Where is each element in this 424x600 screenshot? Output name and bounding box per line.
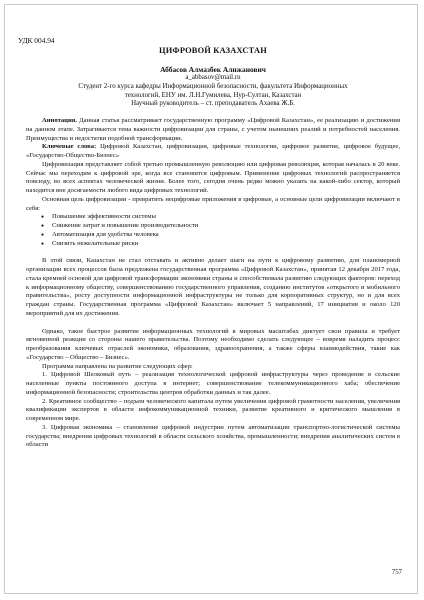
document-page xyxy=(26,34,400,450)
author-affiliation-line-1: Студент 2-го курса кафедры Информационной безопасности, факультета Информационных xyxy=(78,82,348,90)
abstract-paragraph xyxy=(26,117,400,143)
page-number: 757 xyxy=(391,569,402,576)
paragraph-1: Цифровизация представляет собой третью промышленную революцию или цифровая революция, которая началась в 20 веке. Сейчас мы переходим к цифровой эре, когда все становится цифровым. Применение цифровых технологий распространяется повсюду, во всех аспектах человеческой жизни. Более того, сегодня очень редко можно указать на какой-либо сектор, который находится вне досягаемости любого вида цифровых технологий. xyxy=(26,160,400,195)
article-body xyxy=(26,117,400,450)
paragraph-3: В этой связи, Казахстан не стал отставать и активно делает шаги на пути к цифровому развитию, для планомерной организации всех процессов была предложена государственная программа «Цифровой Казахстан», принятая 12 декабря 2017 года, стала кремней основой для цифровой трансформации экономики страны и способствовала развитию следующих факторов: переход к информационному обществу, совершенствованию государственного управления, созданию институтов «открытого и мобильного правительства», росту доступности информационной инфраструктуры не только для корпоративных структур, но и для всех граждан страны. Государственная программа «Цифровой Казахстан» включает 5 направлений, 17 инициатив и около 120 мероприятий для их достижения. xyxy=(26,257,400,317)
paragraph-2: Основная цель цифровизации - превратить нецифровые приложения в цифровые, а основные цели цифровизации включают в себя: xyxy=(26,195,400,212)
keywords-text: Цифровой Казахстан, цифровизация, цифровые технологии, цифровое развитие, цифровое будущее, «Государство-Общество-Бизнес» xyxy=(26,143,400,160)
paragraph-7: 2. Креативное сообщество – подъем человеческого капитала путем увеличения цифровой грамотности населения, увеличения квалификации экспертов в области инфокоммуникационной техники, развитие креативного и критического мышления в современном мире. xyxy=(26,397,400,423)
paragraph-6: 1. Цифровой Шелковый путь – реализация технологической цифровой инфраструктуры через проведение в сельские населенные пункты постоянного доступа в интернет; совершенствование телекоммуникационного хаба; обеспечение информационной безопасности; строительства центров обработки данных и так далее. xyxy=(26,371,400,396)
keywords-paragraph xyxy=(26,143,400,161)
abstract-text: Данная статья рассматривает государственную программу «Цифровой Казахстан», ее реализацию и достижения на данном этапе. Затрагивается тема важности цифровизации для страны, с учетом нынешних реалий и потребностей населения. Преимущества и недостатки подобной трансформации. xyxy=(26,117,400,142)
goal-item: ● Повышение эффективности системы xyxy=(52,213,400,222)
author-affiliation-line-2: технологий, ЕНУ им. Л.Н.Гумилева, Нур-Султан, Казахстан xyxy=(124,91,302,99)
paragraph-5: Программа направлена на развитие следующих сфер: xyxy=(42,362,193,370)
author-name: Аббасов Алмазбек Алижанович xyxy=(160,65,266,74)
abstract-label: Аннотация. xyxy=(42,117,78,125)
paragraph-4: Однако, такое быстрое развитие информационных технологий в мировых масштабах диктует свои правила и требует мгновенной реакции со стороны нашего правительства. Поэтому необходимо сделать следующее – вовремя наладить процесс преобразования ключевых отраслей экономики, образования, здравоохранения, а также сферы взаимодействия, такие как «Государство – Общество – Бизнес». xyxy=(26,327,400,361)
keywords-label: Ключевые слова: xyxy=(42,143,97,151)
goal-item: ● Снизить нежелательные риски xyxy=(52,240,400,249)
goals-list xyxy=(26,213,400,248)
goal-item: ● Снижение затрат и повышение производительности xyxy=(52,222,400,231)
paragraph-spacer xyxy=(26,319,400,328)
paragraph-spacer xyxy=(26,248,400,257)
udk-code: УДК 004.94 xyxy=(18,36,55,45)
paragraph-8: 3. Цифровая экономика – становление цифровой индустрии путем автоматизации транспортно-логистической системы государства; внедрения цифровых технологий в области сельского хозяйства, промышленности; внедрения аналитических систем в области xyxy=(26,423,400,449)
scientific-supervisor: Научный руководитель – ст. преподаватель Ахаева Ж.Б. xyxy=(131,100,295,108)
article-title: ЦИФРОВОЙ КАЗАХСТАН xyxy=(159,46,267,55)
goal-item: ● Автоматизация для удобства человека xyxy=(52,231,400,240)
author-email: a_abbasov@mail.ru xyxy=(185,74,241,81)
